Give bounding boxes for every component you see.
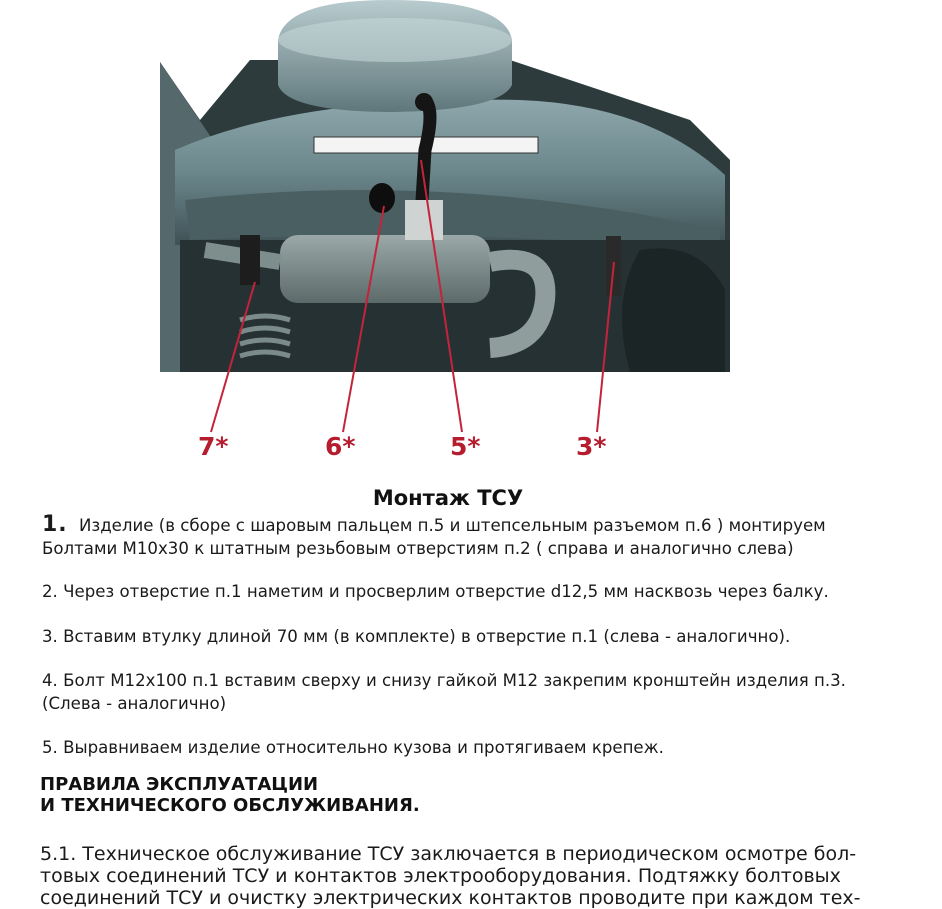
callout-5: 5*: [450, 432, 481, 461]
step-4-line-2: (Слева - аналогично): [42, 694, 227, 713]
section-title: Монтаж ТСУ: [372, 486, 524, 510]
maintenance-paragraph-line-1: 5.1. Техническое обслуживание ТСУ заключается в периодическом осмотре бол-: [40, 843, 857, 865]
maintenance-heading-line-1: ПРАВИЛА ЭКСПЛУАТАЦИИ: [40, 774, 319, 795]
maintenance-paragraph-line-2: товых соединений ТСУ и контактов электрооборудования. Подтяжку болтовых: [40, 865, 841, 887]
step-1-line-2: Болтами М10х30 к штатным резьбовым отверстиям п.2 ( справа и аналогично слева): [42, 539, 794, 558]
callout-6: 6*: [325, 432, 356, 461]
callout-3: 3*: [576, 432, 607, 461]
maintenance-paragraph-line-3: соединений ТСУ и очистку электрических контактов проводите при каждом тех-: [40, 887, 861, 909]
maintenance-paragraph: [40, 843, 861, 909]
maintenance-heading: [40, 774, 420, 816]
step-3: 3. Вставим втулку длиной 70 мм (в комплекте) в отверстие п.1 (слева - аналогично).: [42, 627, 791, 646]
maintenance-heading-line-2: И ТЕХНИЧЕСКОГО ОБСЛУЖИВАНИЯ.: [40, 795, 420, 816]
step-5: 5. Выравниваем изделие относительно кузова и протягиваем крепеж.: [42, 738, 664, 757]
step-1-line-1: Изделие (в сборе с шаровым пальцем п.5 и штепсельным разъемом п.6 ) монтируем: [78, 516, 826, 535]
step-4-line-1: 4. Болт М12х100 п.1 вставим сверху и снизу гайкой М12 закрепим кронштейн изделия п.3.: [42, 671, 846, 690]
step-1-number: 1.: [42, 512, 68, 537]
step-2: 2. Через отверстие п.1 наметим и просверлим отверстие d12,5 мм насквозь через балку.: [42, 582, 829, 601]
step-1: [42, 512, 826, 537]
callout-7: 7*: [198, 432, 229, 461]
